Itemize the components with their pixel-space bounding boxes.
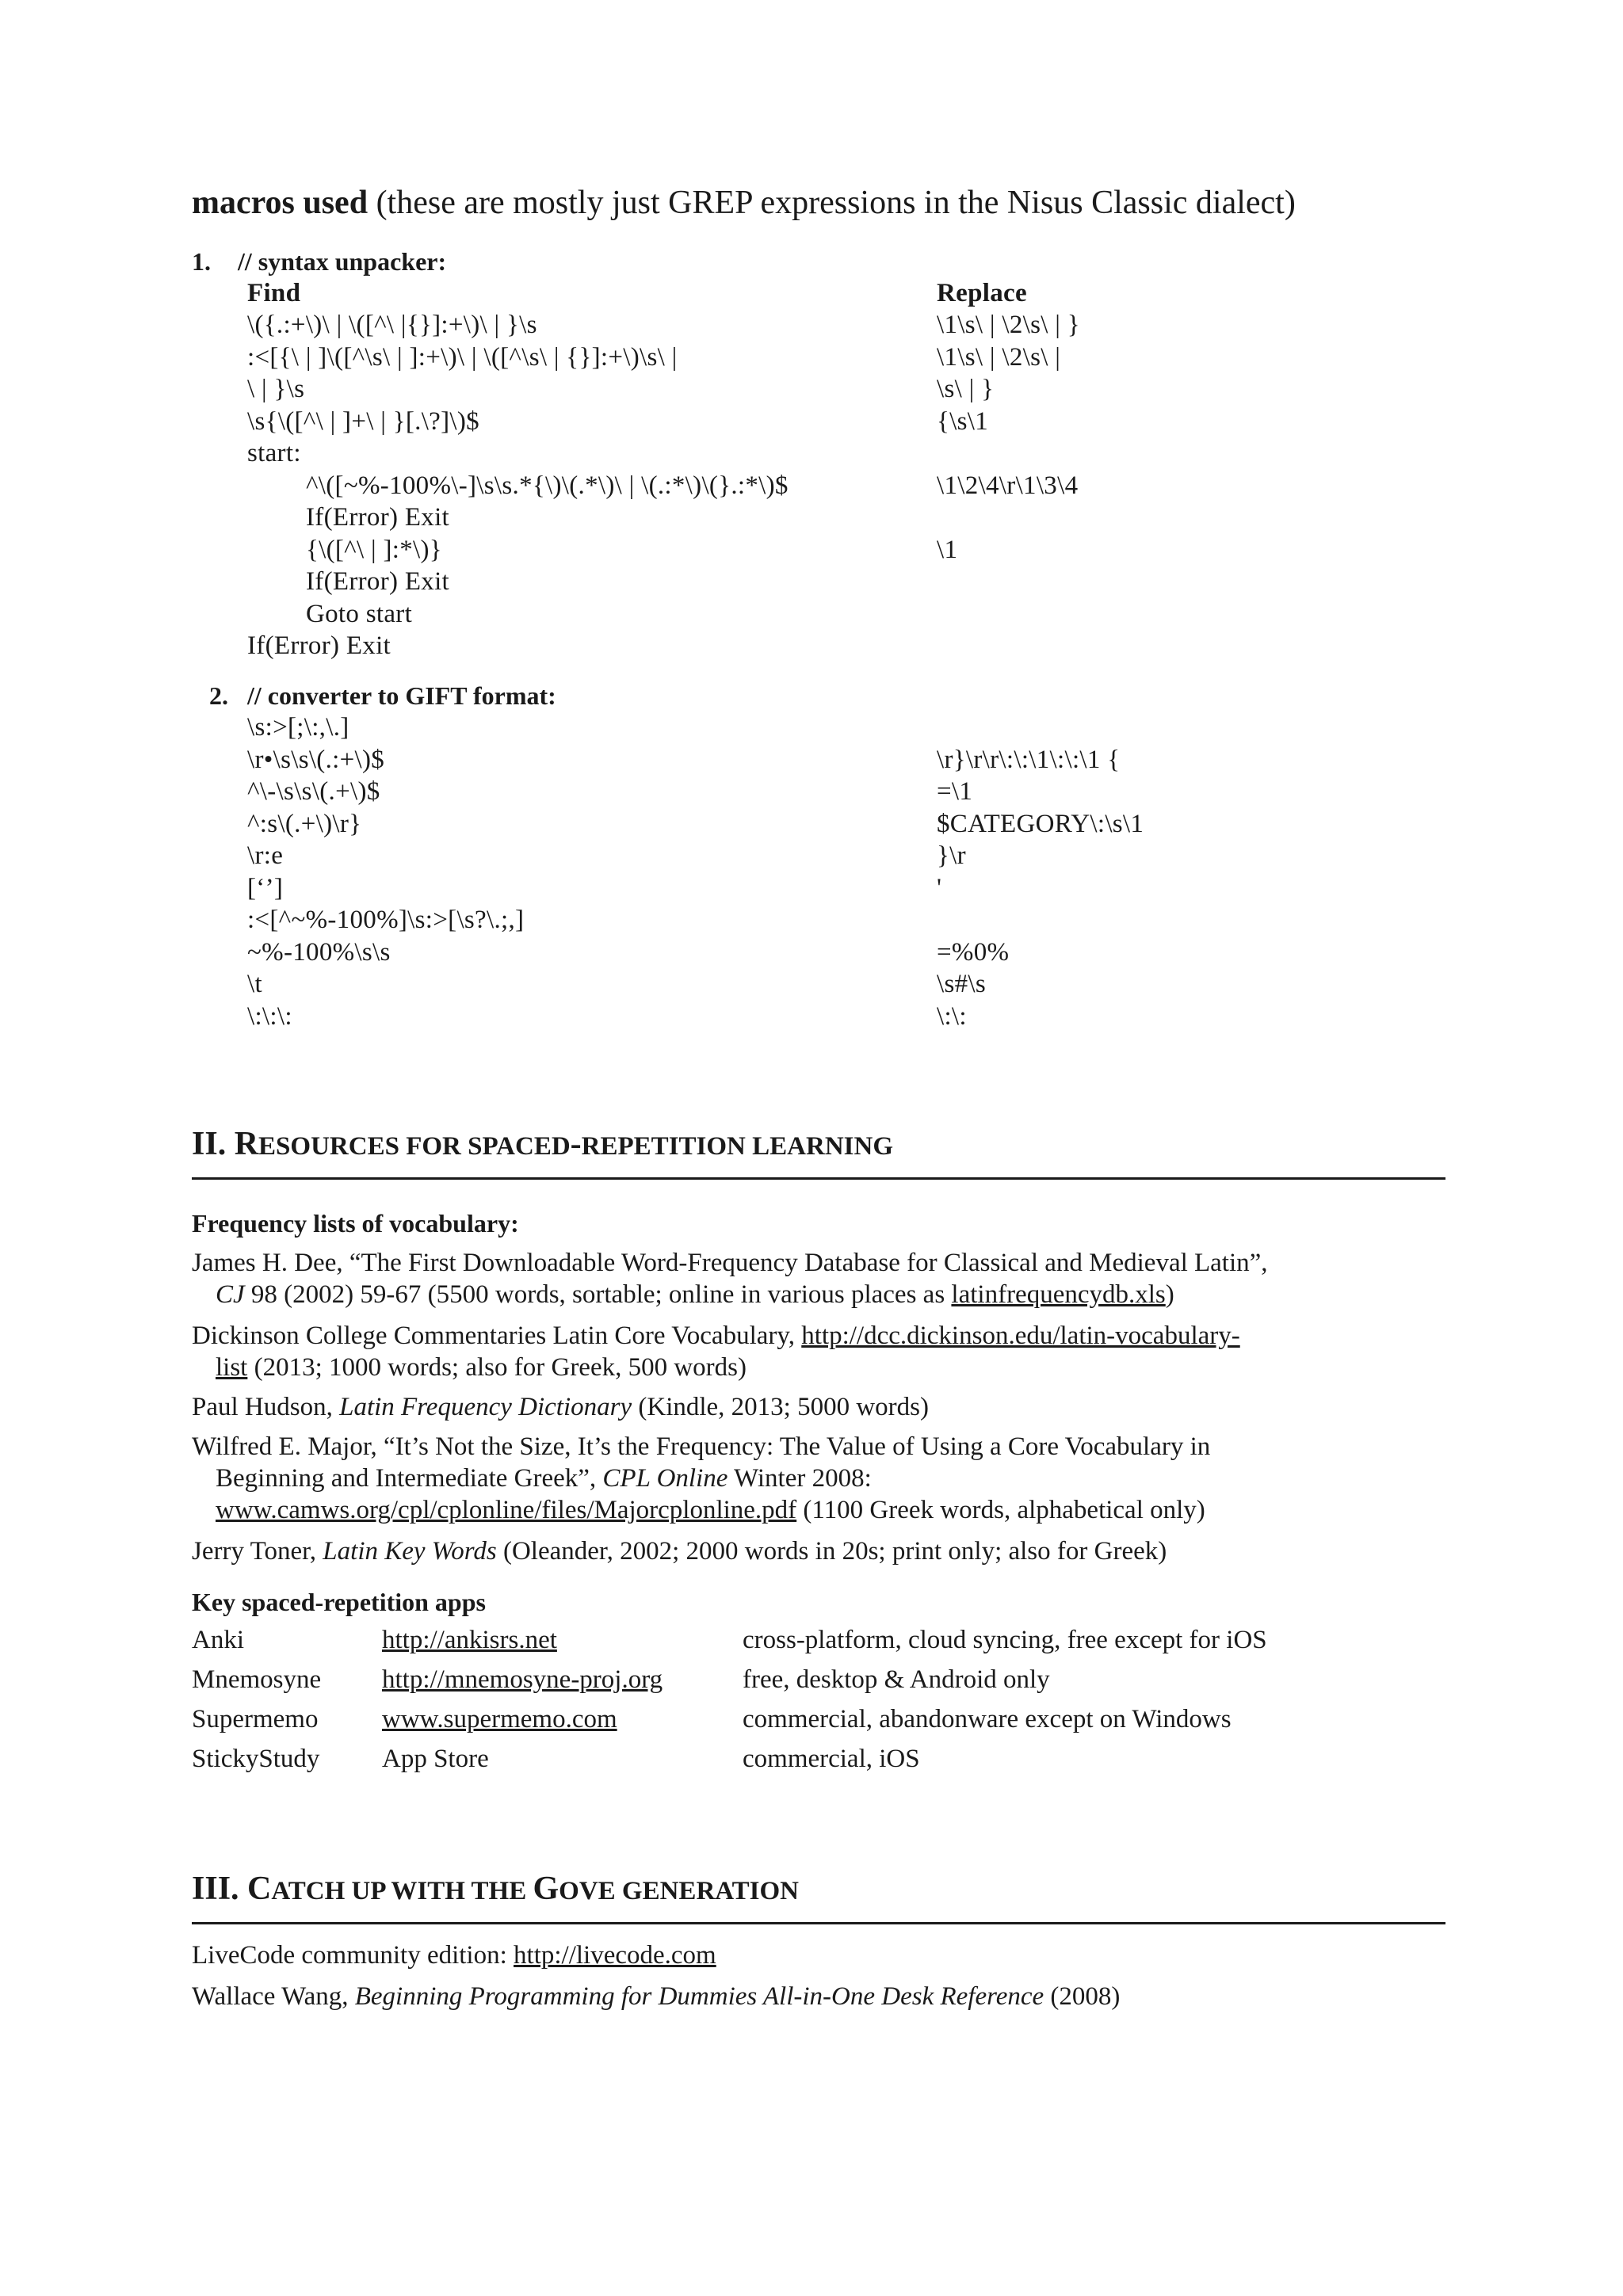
major-line-1: Wilfred E. Major, “It’s Not the Size, It’s the Frequency: The Value of Using a Core Vocabulary in	[192, 1432, 1211, 1461]
macros-heading-bold: macros used	[192, 185, 369, 221]
converter-replace-cell: '	[937, 873, 942, 902]
section-2-rule	[192, 1177, 1445, 1180]
section-2-smallcaps-1: ESOURCES FOR SPACED	[258, 1132, 571, 1161]
reference-toner	[192, 1535, 1445, 1567]
converter-find-cell: \r•\s\s\(.:+\)$	[247, 745, 385, 774]
toner-title: Latin Key Words	[323, 1537, 497, 1566]
list-number-1: 1.	[192, 247, 211, 276]
major-journal: CPL Online	[602, 1464, 728, 1493]
livecode-line	[192, 1939, 1445, 1971]
unpacker-find-cell: \({.:+\)\ | \([^\ |{}]:+\)\ | }\s	[247, 311, 537, 339]
app-url-cell: App Store	[382, 1745, 489, 1773]
unpacker-replace-cell: \s\ | }	[937, 375, 995, 403]
section-2-initial: R	[234, 1126, 259, 1162]
converter-find-cell: ^\-\s\s\(.+\)$	[247, 777, 380, 806]
dee-close: )	[1165, 1280, 1174, 1309]
app-name-cell: Anki	[192, 1626, 244, 1654]
section-3-rule	[192, 1922, 1445, 1924]
app-desc-cell: cross-platform, cloud syncing, free except for iOS	[743, 1626, 1267, 1654]
section-3-heading	[192, 1870, 799, 1908]
app-desc-cell: free, desktop & Android only	[743, 1665, 1050, 1694]
reference-dcc	[192, 1320, 1445, 1383]
converter-replace-cell: \:\:	[937, 1001, 967, 1031]
section-3-numeral: III.	[192, 1871, 248, 1907]
converter-find-cell: \:\:\:	[247, 1001, 292, 1031]
major-title-end: Beginning and Intermediate Greek”,	[216, 1464, 603, 1493]
section-2-dash: -	[570, 1126, 582, 1162]
dee-journal: CJ	[216, 1280, 245, 1309]
app-name-cell: StickyStudy	[192, 1745, 320, 1773]
major-details: (1100 Greek words, alphabetical only)	[796, 1496, 1205, 1524]
section-3-initial: C	[247, 1871, 272, 1907]
app-desc-cell: commercial, abandonware except on Windows	[743, 1705, 1232, 1733]
converter-find-cell: [‘’]	[247, 873, 284, 902]
wang-line	[192, 1981, 1445, 2012]
wang-author: Wallace Wang,	[192, 1982, 355, 2011]
hudson-author: Paul Hudson,	[192, 1393, 340, 1421]
section-2-smallcaps-2: REPETITION LEARNING	[581, 1132, 893, 1161]
unpacker-replace-cell: \1\s\ | \2\s\ | }	[937, 311, 1080, 339]
unpacker-find-cell: If(Error) Exit	[247, 631, 391, 660]
section-3-initial-2: G	[533, 1871, 559, 1907]
converter-find-cell: \t	[247, 970, 262, 998]
replace-column-header: Replace	[937, 279, 1027, 307]
wang-year: (2008)	[1044, 1982, 1121, 2011]
app-url-cell[interactable]: http://mnemosyne-proj.org	[382, 1665, 663, 1694]
converter-find-cell: ^:s\(.+\)\r}	[247, 809, 362, 838]
converter-replace-cell: =\1	[937, 777, 973, 806]
livecode-label: LiveCode community edition:	[192, 1941, 514, 1970]
converter-find-cell: \s:>[;\:,\.]	[247, 713, 349, 742]
unpacker-find-cell: {\([^\ | ]:*\)}	[306, 535, 442, 564]
macros-heading-rest: (these are mostly just GREP expressions in the Nisus Classic dialect)	[368, 185, 1296, 221]
unpacker-find-cell: \s{\([^\ | ]+\ | }[.\?]\)$	[247, 406, 479, 436]
dee-line-2	[192, 1279, 1445, 1310]
converter-replace-cell: $CATEGORY\:\s\1	[937, 809, 1144, 838]
unpacker-find-cell: If(Error) Exit	[306, 503, 450, 532]
converter-find-cell: \r:e	[247, 841, 284, 870]
converter-find-cell: ~%-100%\s\s	[247, 937, 391, 967]
livecode-link[interactable]: http://livecode.com	[514, 1941, 716, 1970]
app-desc-cell: commercial, iOS	[743, 1745, 920, 1773]
dcc-title: Dickinson College Commentaries Latin Core Vocabulary,	[192, 1322, 802, 1350]
hudson-title: Latin Frequency Dictionary	[339, 1393, 632, 1421]
app-url-cell[interactable]: http://ankisrs.net	[382, 1626, 557, 1654]
gift-converter-title: // converter to GIFT format:	[247, 681, 556, 710]
dcc-line-2	[192, 1352, 1445, 1383]
converter-find-cell: :<[^~%-100%]\s:>[\s?\.;,]	[247, 906, 525, 934]
unpacker-replace-cell: \1\2\4\r\1\3\4	[937, 471, 1079, 500]
list-number-2: 2.	[209, 681, 228, 710]
unpacker-find-cell: :<[{\ | ]\([^\s\ | ]:+\)\ | \([^\s\ | {}]:+\)\s\ |	[247, 342, 678, 372]
unpacker-find-cell: ^\([~%-100%\-]\s\s.*{\)\(.*\)\ | \(.:*\)\(}.:*\)$	[306, 471, 789, 500]
toner-details: (Oleander, 2002; 2000 words in 20s; print only; also for Greek)	[496, 1537, 1167, 1566]
dcc-link[interactable]: http://dcc.dickinson.edu/latin-vocabulary-	[801, 1322, 1240, 1350]
frequency-lists-heading: Frequency lists of vocabulary:	[192, 1209, 519, 1238]
major-date: Winter 2008:	[727, 1464, 872, 1493]
unpacker-find-cell: If(Error) Exit	[306, 567, 450, 596]
converter-replace-cell: }\r	[937, 841, 966, 870]
macros-heading	[192, 184, 1296, 222]
major-line-2	[192, 1463, 1445, 1494]
app-url-cell[interactable]: www.supermemo.com	[382, 1705, 617, 1733]
reference-major	[192, 1431, 1445, 1526]
section-3-smallcaps-1: ATCH UP WITH THE	[271, 1877, 533, 1905]
reference-dee	[192, 1247, 1445, 1310]
hudson-details: (Kindle, 2013; 5000 words)	[632, 1393, 930, 1421]
major-link[interactable]: www.camws.org/cpl/cplonline/files/Majorcplonline.pdf	[216, 1496, 797, 1524]
major-line-3	[192, 1494, 1445, 1526]
dee-details: 98 (2002) 59-67 (5500 words, sortable; online in various places as	[244, 1280, 952, 1309]
unpacker-replace-cell: {\s\1	[937, 406, 989, 436]
apps-heading: Key spaced-repetition apps	[192, 1588, 486, 1616]
converter-replace-cell: =%0%	[937, 937, 1010, 967]
toner-author: Jerry Toner,	[192, 1537, 323, 1566]
dcc-details: (2013; 1000 words; also for Greek, 500 words)	[247, 1353, 747, 1382]
unpacker-replace-cell: \1	[937, 535, 958, 564]
dee-link[interactable]: latinfrequencydb.xls	[951, 1280, 1166, 1309]
dee-line-1: James H. Dee, “The First Downloadable Word-Frequency Database for Classical and Medieval Latin”,	[192, 1249, 1268, 1277]
syntax-unpacker-title: // syntax unpacker:	[238, 247, 447, 276]
app-name-cell: Mnemosyne	[192, 1665, 322, 1694]
unpacker-find-cell: start:	[247, 439, 301, 467]
section-2-numeral: II.	[192, 1126, 235, 1162]
converter-replace-cell: \r}\r\r\:\:\1\:\:\1 {	[937, 745, 1121, 774]
unpacker-find-cell: Goto start	[306, 599, 413, 628]
wang-title: Beginning Programming for Dummies All-in-One Desk Reference	[354, 1982, 1044, 2011]
find-column-header: Find	[247, 279, 301, 307]
converter-replace-cell: \s#\s	[937, 970, 987, 998]
section-3-smallcaps-2: OVE GENERATION	[559, 1877, 800, 1905]
unpacker-replace-cell: \1\s\ | \2\s\ |	[937, 342, 1061, 372]
unpacker-find-cell: \ | }\s	[247, 375, 305, 403]
app-name-cell: Supermemo	[192, 1705, 319, 1733]
reference-hudson	[192, 1391, 1445, 1423]
dcc-link-cont[interactable]: list	[216, 1353, 248, 1382]
section-2-heading	[192, 1125, 893, 1163]
